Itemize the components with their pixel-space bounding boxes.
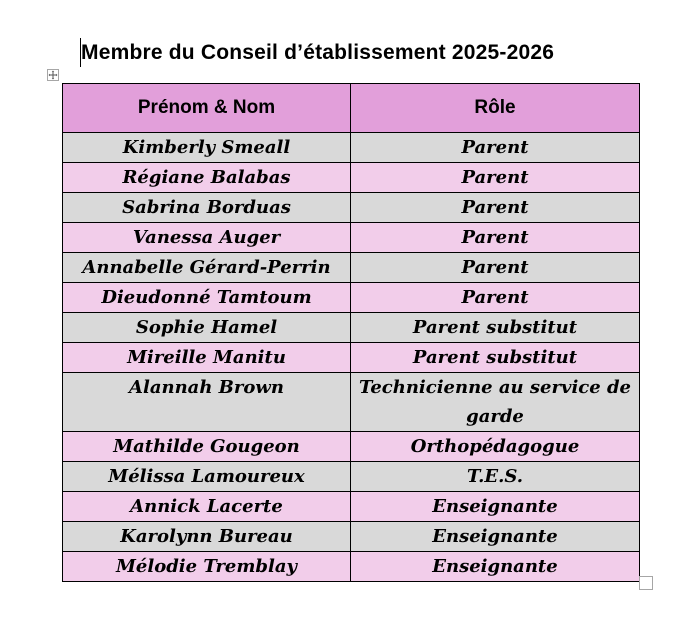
table-row bbox=[63, 253, 640, 283]
table-row bbox=[63, 283, 640, 313]
member-name-cell: Régiane Balabas bbox=[63, 163, 351, 193]
table-row bbox=[63, 373, 640, 432]
move-arrows-icon bbox=[48, 70, 58, 80]
table-row bbox=[63, 223, 640, 253]
member-name-cell: Annick Lacerte bbox=[63, 492, 351, 522]
member-name-cell: Kimberly Smeall bbox=[63, 133, 351, 163]
member-role-cell: Parent substitut bbox=[351, 343, 640, 373]
table-body bbox=[63, 133, 640, 582]
table-row bbox=[63, 313, 640, 343]
members-table bbox=[62, 83, 640, 582]
table-header-row bbox=[63, 84, 640, 133]
table-resize-handle[interactable] bbox=[639, 576, 653, 590]
table-row bbox=[63, 163, 640, 193]
member-name-cell: Mathilde Gougeon bbox=[63, 432, 351, 462]
table-row bbox=[63, 522, 640, 552]
member-role-cell: Enseignante bbox=[351, 492, 640, 522]
member-role-cell: Orthopédagogue bbox=[351, 432, 640, 462]
header-name: Prénom & Nom bbox=[63, 84, 351, 133]
member-role-cell: Parent bbox=[351, 223, 640, 253]
member-name-cell: Mélodie Tremblay bbox=[63, 552, 351, 582]
table-row bbox=[63, 193, 640, 223]
member-name-cell: Sophie Hamel bbox=[63, 313, 351, 343]
member-role-cell: Parent bbox=[351, 163, 640, 193]
member-role-cell: Parent bbox=[351, 193, 640, 223]
table-row bbox=[63, 343, 640, 373]
member-role-cell: Parent bbox=[351, 253, 640, 283]
table-row bbox=[63, 432, 640, 462]
member-name-cell: Alannah Brown bbox=[63, 373, 351, 432]
member-role-cell: Parent bbox=[351, 283, 640, 313]
member-name-cell: Karolynn Bureau bbox=[63, 522, 351, 552]
table-row bbox=[63, 462, 640, 492]
member-name-cell: Mireille Manitu bbox=[63, 343, 351, 373]
document-title: Membre du Conseil d’établissement 2025-2026 bbox=[81, 41, 555, 64]
header-role: Rôle bbox=[351, 84, 640, 133]
member-role-cell: Enseignante bbox=[351, 522, 640, 552]
table-row bbox=[63, 492, 640, 522]
member-role-cell: T.E.S. bbox=[351, 462, 640, 492]
member-name-cell: Dieudonné Tamtoum bbox=[63, 283, 351, 313]
member-name-cell: Sabrina Borduas bbox=[63, 193, 351, 223]
member-role-cell: Enseignante bbox=[351, 552, 640, 582]
table-move-handle[interactable] bbox=[47, 69, 59, 81]
member-role-cell: Technicienne au service de garde bbox=[351, 373, 640, 432]
member-role-cell: Parent bbox=[351, 133, 640, 163]
table-row bbox=[63, 552, 640, 582]
table-row bbox=[63, 133, 640, 163]
member-name-cell: Mélissa Lamoureux bbox=[63, 462, 351, 492]
member-name-cell: Annabelle Gérard-Perrin bbox=[63, 253, 351, 283]
member-name-cell: Vanessa Auger bbox=[63, 223, 351, 253]
member-role-cell: Parent substitut bbox=[351, 313, 640, 343]
